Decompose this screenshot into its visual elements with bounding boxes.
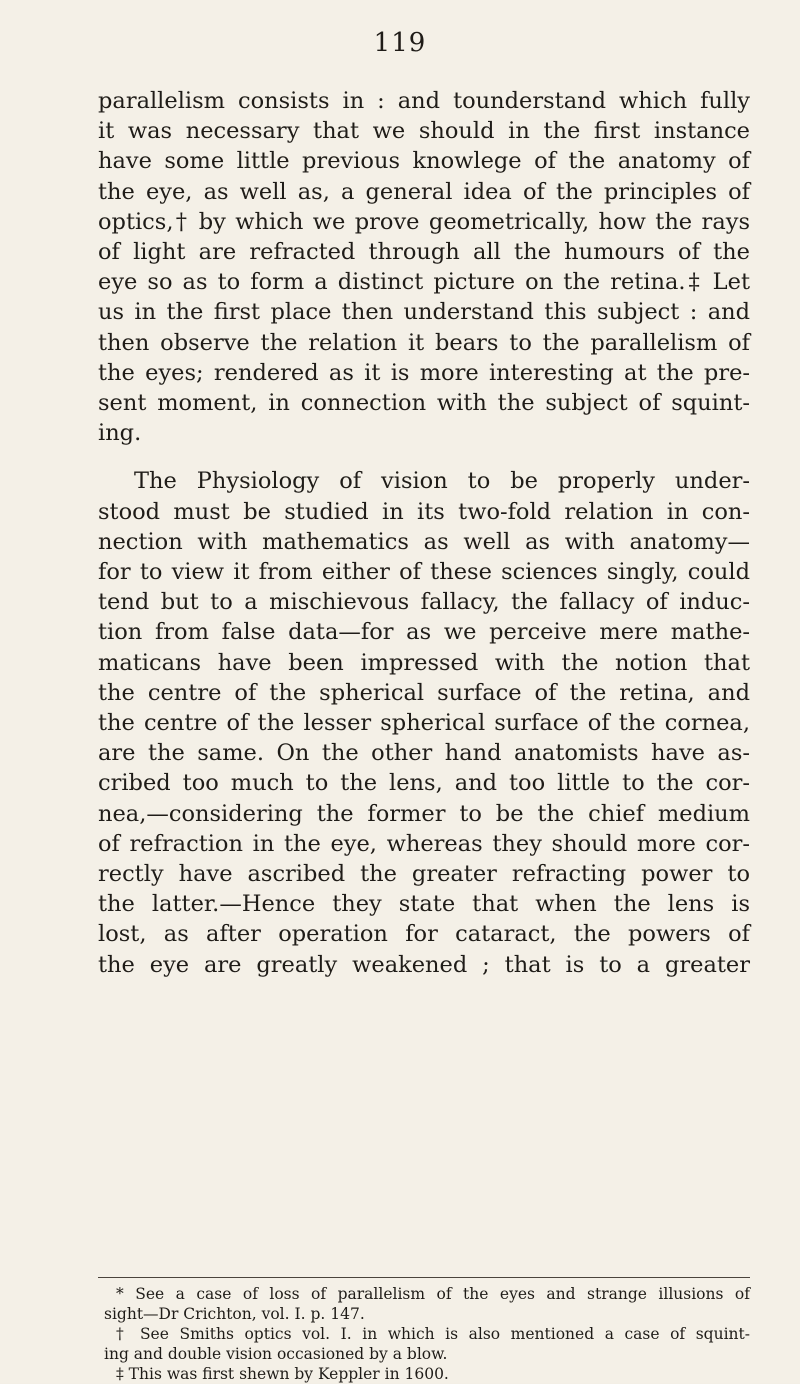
text-line: are the same. On the other hand anatomists have as-: [98, 740, 750, 767]
text-line: the eye, as well as, a general idea of the principles of: [98, 178, 750, 205]
footnote-line: ing and double vision occasioned by a blow.: [104, 1345, 448, 1363]
text-line: for to view it from either of these sciences singly, could: [98, 559, 750, 586]
text-line: of light are refracted through all the humours of the: [98, 239, 750, 266]
text-line: the eyes; rendered as it is more interesting at the pre-: [98, 359, 750, 386]
text-line: nea,—considering the former to be the chief medium: [98, 800, 750, 827]
footnote-line: ‡ This was first shewn by Keppler in 1600.: [116, 1365, 449, 1383]
text-line: us in the first place then understand this subject : and: [98, 299, 750, 326]
text-line: then observe the relation it bears to the parallelism of: [98, 329, 750, 356]
text-line: parallelism consists in : and tounderstand which fully: [98, 88, 750, 114]
footnote-divider: [98, 1277, 750, 1278]
page-number: 119: [373, 28, 427, 58]
text-line: stood must be studied in its two-fold relation in con-: [98, 498, 750, 525]
text-line: the latter.—Hence they state that when the lens is: [98, 891, 750, 918]
text-line: sent moment, in connection with the subject of squint-: [98, 390, 750, 417]
text-line: the centre of the spherical surface of the retina, and: [98, 679, 750, 706]
text-line: it was necessary that we should in the first instance: [98, 118, 750, 145]
text-line: nection with mathematics as well as with anatomy—: [98, 528, 750, 555]
text-line: tend but to a mischievous fallacy, the fallacy of induc-: [98, 589, 750, 616]
text-line: tion from false data—for as we perceive mere mathe-: [98, 619, 750, 646]
text-line: lost, as after operation for cataract, the powers of: [98, 921, 750, 948]
text-line: the eye are greatly weakened ; that is to a greater: [98, 951, 750, 978]
text-line: eye so as to form a distinct picture on the retina.‡ Let: [98, 269, 750, 296]
footnote-line: † See Smiths optics vol. I. in which is also mentioned a case of squint-: [116, 1325, 750, 1343]
text-line: The Physiology of vision to be properly under-: [134, 468, 750, 495]
text-line: the centre of the lesser spherical surface of the cornea,: [98, 710, 750, 737]
text-line: ing.: [98, 420, 142, 447]
footnote-line: sight—Dr Crichton, vol. I. p. 147.: [104, 1305, 365, 1323]
text-line: optics,† by which we prove geometrically, how the rays: [98, 208, 750, 235]
paragraph-1: [98, 86, 750, 448]
paragraph-gap: [98, 448, 750, 466]
footnote-line: * See a case of loss of parallelism of the eyes and strange illusions of: [116, 1285, 750, 1303]
paragraph-2: [98, 466, 750, 979]
text-line: of refraction in the eye, whereas they should more cor-: [98, 830, 750, 857]
main-text: [98, 86, 750, 980]
text-line: maticans have been impressed with the notion that: [98, 649, 750, 676]
text-line: cribed too much to the lens, and too little to the cor-: [98, 770, 750, 797]
text-line: have some little previous knowlege of the anatomy of: [98, 148, 750, 175]
footnotes: [104, 1284, 750, 1384]
text-line: rectly have ascribed the greater refracting power to: [98, 861, 750, 888]
